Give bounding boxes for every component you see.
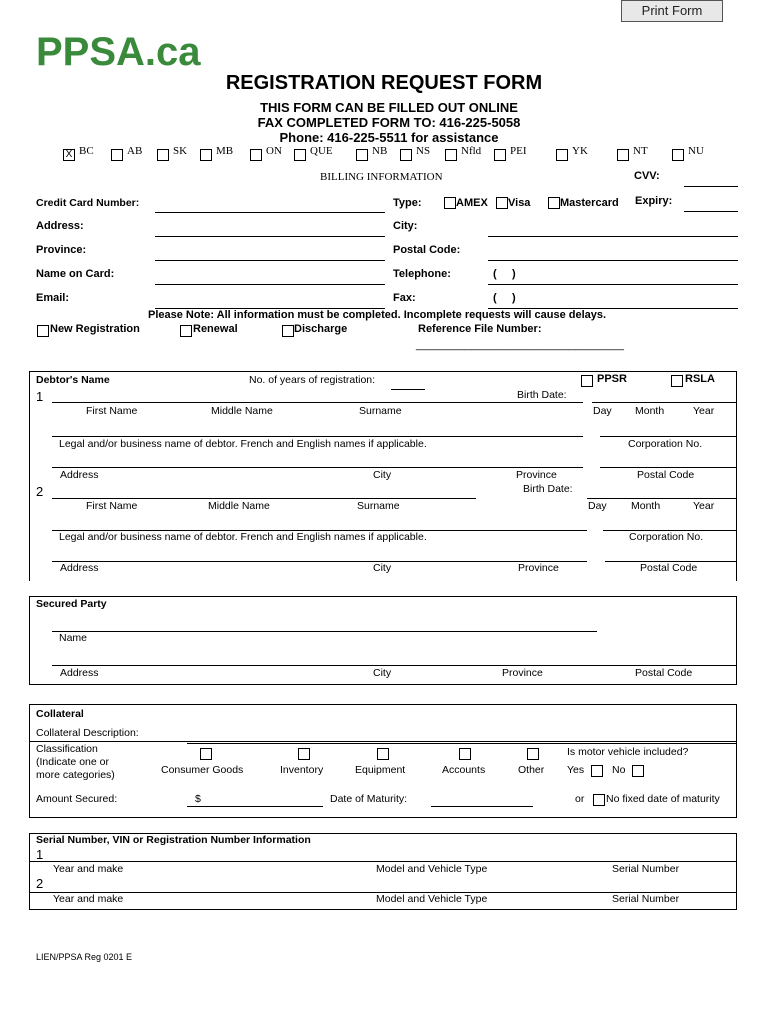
province-que-checkbox[interactable]	[294, 149, 306, 161]
debtor-2-day-label: Day	[588, 500, 607, 512]
debtor-1-legal-name-field[interactable]	[52, 436, 583, 437]
province-nb-label: NB	[372, 145, 388, 157]
debtor-1-surname-label: Surname	[359, 405, 402, 417]
completion-note: Please Note: All information must be completed. Incomplete requests will cause delays.	[148, 309, 607, 321]
province-sk-label: SK	[173, 145, 188, 157]
billing-city-field[interactable]	[488, 236, 738, 237]
ppsa-logo: PPSA.ca	[36, 30, 201, 74]
amex-checkbox[interactable]	[444, 197, 456, 209]
accounts-label: Accounts	[442, 764, 486, 776]
debtor-1-city-label: City	[373, 469, 392, 481]
new-registration-label: New Registration	[50, 323, 140, 335]
province-que-label: QUE	[310, 145, 333, 157]
card-type-label: Type:	[393, 197, 422, 209]
debtor-1-address-label: Address	[60, 469, 99, 481]
name-on-card-label: Name on Card:	[36, 268, 115, 280]
debtor-2-number: 2	[36, 484, 44, 499]
serial-1-year-make-label: Year and make	[53, 863, 124, 875]
mastercard-label: Mastercard	[560, 197, 619, 209]
serial-number-heading: Serial Number, VIN or Registration Number Information	[36, 834, 311, 846]
no-fixed-maturity-checkbox[interactable]	[593, 794, 605, 806]
province-mb-label: MB	[216, 145, 234, 157]
secured-party-name-label: Name	[59, 632, 88, 644]
consumer-goods-checkbox[interactable]	[200, 748, 212, 760]
debtor-2-first-name-label: First Name	[86, 500, 138, 512]
visa-checkbox[interactable]	[496, 197, 508, 209]
debtor-name-heading: Debtor's Name	[36, 374, 110, 386]
telephone-field[interactable]	[488, 284, 738, 285]
name-on-card-field[interactable]	[155, 284, 385, 285]
city-label: City:	[393, 220, 418, 232]
debtor-2-address-label: Address	[60, 562, 99, 574]
date-of-maturity-field[interactable]	[431, 806, 533, 807]
province-ns-checkbox[interactable]	[400, 149, 412, 161]
province-label: Province:	[36, 244, 87, 256]
debtor-1-year-label: Year	[693, 405, 715, 417]
fax-label: Fax:	[393, 292, 416, 304]
debtor-2-corporation-label: Corporation No.	[629, 531, 704, 543]
debtor-2-year-label: Year	[693, 500, 715, 512]
reference-file-label: Reference File Number:	[418, 323, 542, 335]
amex-label: AMEX	[456, 197, 488, 209]
inventory-checkbox[interactable]	[298, 748, 310, 760]
province-nfld-label: Nfld	[461, 145, 482, 157]
debtor-2-surname-label: Surname	[357, 500, 400, 512]
debtor-2-legal-name-label: Legal and/or business name of debtor. French and English names if applicable.	[59, 531, 427, 543]
amount-secured-label: Amount Secured:	[36, 793, 118, 805]
motor-vehicle-no-label: No	[612, 764, 626, 776]
cvv-label: CVV:	[634, 170, 660, 182]
no-fixed-maturity-label: No fixed date of maturity	[606, 793, 720, 805]
subtitle-online: THIS FORM CAN BE FILLED OUT ONLINE	[260, 100, 518, 115]
province-yk-label: YK	[572, 145, 588, 157]
expiry-label: Expiry:	[635, 195, 673, 207]
province-bc-label: BC	[79, 145, 94, 157]
province-pei-checkbox[interactable]	[494, 149, 506, 161]
motor-vehicle-yes-checkbox[interactable]	[591, 765, 603, 777]
debtor-2-month-label: Month	[631, 500, 661, 512]
debtor-1-legal-name-label: Legal and/or business name of debtor. French and English names if applicable.	[59, 438, 427, 450]
secured-party-postal-label: Postal Code	[635, 667, 693, 679]
province-ab-label: AB	[127, 145, 143, 157]
email-label: Email:	[36, 292, 70, 304]
debtor-2-birth-date-field[interactable]	[587, 498, 737, 499]
other-checkbox[interactable]	[527, 748, 539, 760]
debtor-2-province-label: Province	[518, 562, 559, 574]
debtor-2-name-field[interactable]	[52, 498, 476, 499]
motor-vehicle-no-checkbox[interactable]	[632, 765, 644, 777]
postal-code-label: Postal Code:	[393, 244, 461, 256]
province-mb-checkbox[interactable]	[200, 149, 212, 161]
renewal-checkbox[interactable]	[180, 325, 192, 337]
discharge-checkbox[interactable]	[282, 325, 294, 337]
consumer-goods-label: Consumer Goods	[161, 764, 244, 776]
serial-2-serial-label: Serial Number	[612, 893, 680, 905]
serial-1-serial-label: Serial Number	[612, 863, 680, 875]
province-yk-checkbox[interactable]	[556, 149, 568, 161]
subtitle-fax: FAX COMPLETED FORM TO: 416-225-5058	[257, 115, 521, 130]
telephone-label: Telephone:	[393, 268, 451, 280]
province-ns-label: NS	[416, 145, 431, 157]
province-nb-checkbox[interactable]	[356, 149, 368, 161]
debtor-1-middle-name-label: Middle Name	[211, 405, 273, 417]
billing-province-field[interactable]	[155, 260, 385, 261]
serial-1-number: 1	[36, 847, 44, 862]
reference-file-field[interactable]: __________________________________	[416, 339, 625, 351]
debtor-2-birth-date-label: Birth Date:	[523, 483, 573, 495]
classification-note-1: (Indicate one or	[36, 756, 109, 768]
debtor-1-postal-label: Postal Code	[637, 469, 695, 481]
rsla-label: RSLA	[685, 373, 715, 385]
telephone-paren: ( )	[493, 268, 516, 280]
motor-vehicle-question: Is motor vehicle included?	[567, 746, 689, 758]
credit-card-field[interactable]	[155, 212, 385, 213]
credit-card-label: Credit Card Number:	[36, 197, 140, 209]
classification-divider	[187, 743, 736, 744]
serial-2-model-label: Model and Vehicle Type	[376, 893, 488, 905]
debtor-1-first-name-label: First Name	[86, 405, 138, 417]
debtor-1-birth-date-label: Birth Date:	[517, 389, 567, 401]
debtor-1-corporation-label: Corporation No.	[628, 438, 703, 450]
serial-1-model-label: Model and Vehicle Type	[376, 863, 488, 875]
secured-party-address-label: Address	[60, 667, 99, 679]
secured-party-name-field[interactable]	[52, 631, 597, 632]
serial-1-field[interactable]	[30, 861, 736, 862]
debtor-1-birth-date-field[interactable]	[592, 402, 737, 403]
amount-secured-field[interactable]	[187, 806, 323, 807]
debtor-2-postal-label: Postal Code	[640, 562, 698, 574]
province-nfld-checkbox[interactable]	[445, 149, 457, 161]
billing-heading: BILLING INFORMATION	[320, 171, 443, 183]
serial-2-number: 2	[36, 876, 44, 891]
debtor-2-city-label: City	[373, 562, 392, 574]
equipment-checkbox[interactable]	[377, 748, 389, 760]
debtor-1-corporation-field[interactable]	[600, 436, 737, 437]
fax-paren: ( )	[493, 292, 516, 304]
classification-label: Classification	[36, 743, 98, 755]
renewal-label: Renewal	[193, 323, 238, 335]
collateral-description-field[interactable]	[30, 741, 736, 742]
debtor-2-middle-name-label: Middle Name	[208, 500, 270, 512]
debtor-1-month-label: Month	[635, 405, 665, 417]
equipment-label: Equipment	[355, 764, 406, 776]
address-label: Address:	[36, 220, 84, 232]
date-of-maturity-label: Date of Maturity:	[330, 793, 408, 805]
years-of-registration-label: No. of years of registration:	[249, 374, 376, 386]
subtitle-phone: Phone: 416-225-5511 for assistance	[279, 130, 499, 145]
debtor-1-number: 1	[36, 389, 44, 404]
mastercard-checkbox[interactable]	[548, 197, 560, 209]
dollar-sign: $	[195, 793, 201, 805]
debtor-1-province-label: Province	[516, 469, 557, 481]
ppsr-checkbox[interactable]	[581, 375, 593, 387]
ppsr-label: PPSR	[597, 373, 627, 385]
secured-party-address-field[interactable]	[52, 665, 737, 666]
print-form-button[interactable]: Print Form	[621, 0, 723, 22]
new-registration-checkbox[interactable]	[37, 325, 49, 337]
billing-address-field[interactable]	[155, 236, 385, 237]
province-nu-label: NU	[688, 145, 704, 157]
collateral-description-label: Collateral Description:	[36, 727, 139, 739]
form-title: REGISTRATION REQUEST FORM	[225, 72, 543, 94]
form-code-footer: LIEN/PPSA Reg 0201 E	[36, 952, 133, 962]
other-label: Other	[518, 764, 545, 776]
motor-vehicle-yes-label: Yes	[567, 764, 585, 776]
province-nt-checkbox[interactable]	[617, 149, 629, 161]
expiry-field[interactable]	[684, 211, 738, 212]
rsla-checkbox[interactable]	[671, 375, 683, 387]
discharge-label: Discharge	[294, 323, 348, 335]
years-of-registration-field[interactable]	[391, 389, 425, 390]
province-nt-label: NT	[633, 145, 648, 157]
province-nu-checkbox[interactable]	[672, 149, 684, 161]
debtor-1-day-label: Day	[593, 405, 612, 417]
province-sk-checkbox[interactable]	[157, 149, 169, 161]
province-bc-checkbox[interactable]: X	[63, 149, 75, 161]
cvv-field[interactable]	[684, 186, 738, 187]
serial-2-year-make-label: Year and make	[53, 893, 124, 905]
secured-party-city-label: City	[373, 667, 392, 679]
accounts-checkbox[interactable]	[459, 748, 471, 760]
province-on-label: ON	[266, 145, 282, 157]
debtor-1-address-field[interactable]	[52, 467, 583, 468]
debtor-1-name-field[interactable]	[52, 402, 583, 403]
debtor-2-address-field[interactable]	[52, 561, 587, 562]
province-ab-checkbox[interactable]	[111, 149, 123, 161]
province-pei-label: PEI	[510, 145, 527, 157]
classification-note-2: more categories)	[36, 769, 115, 781]
debtor-1-postal-field[interactable]	[600, 467, 737, 468]
or-label: or	[575, 793, 585, 805]
visa-label: Visa	[508, 197, 531, 209]
billing-postal-field[interactable]	[488, 260, 738, 261]
inventory-label: Inventory	[280, 764, 324, 776]
secured-party-province-label: Province	[502, 667, 543, 679]
secured-party-heading: Secured Party	[36, 598, 107, 610]
collateral-heading: Collateral	[36, 708, 84, 720]
province-on-checkbox[interactable]	[250, 149, 262, 161]
